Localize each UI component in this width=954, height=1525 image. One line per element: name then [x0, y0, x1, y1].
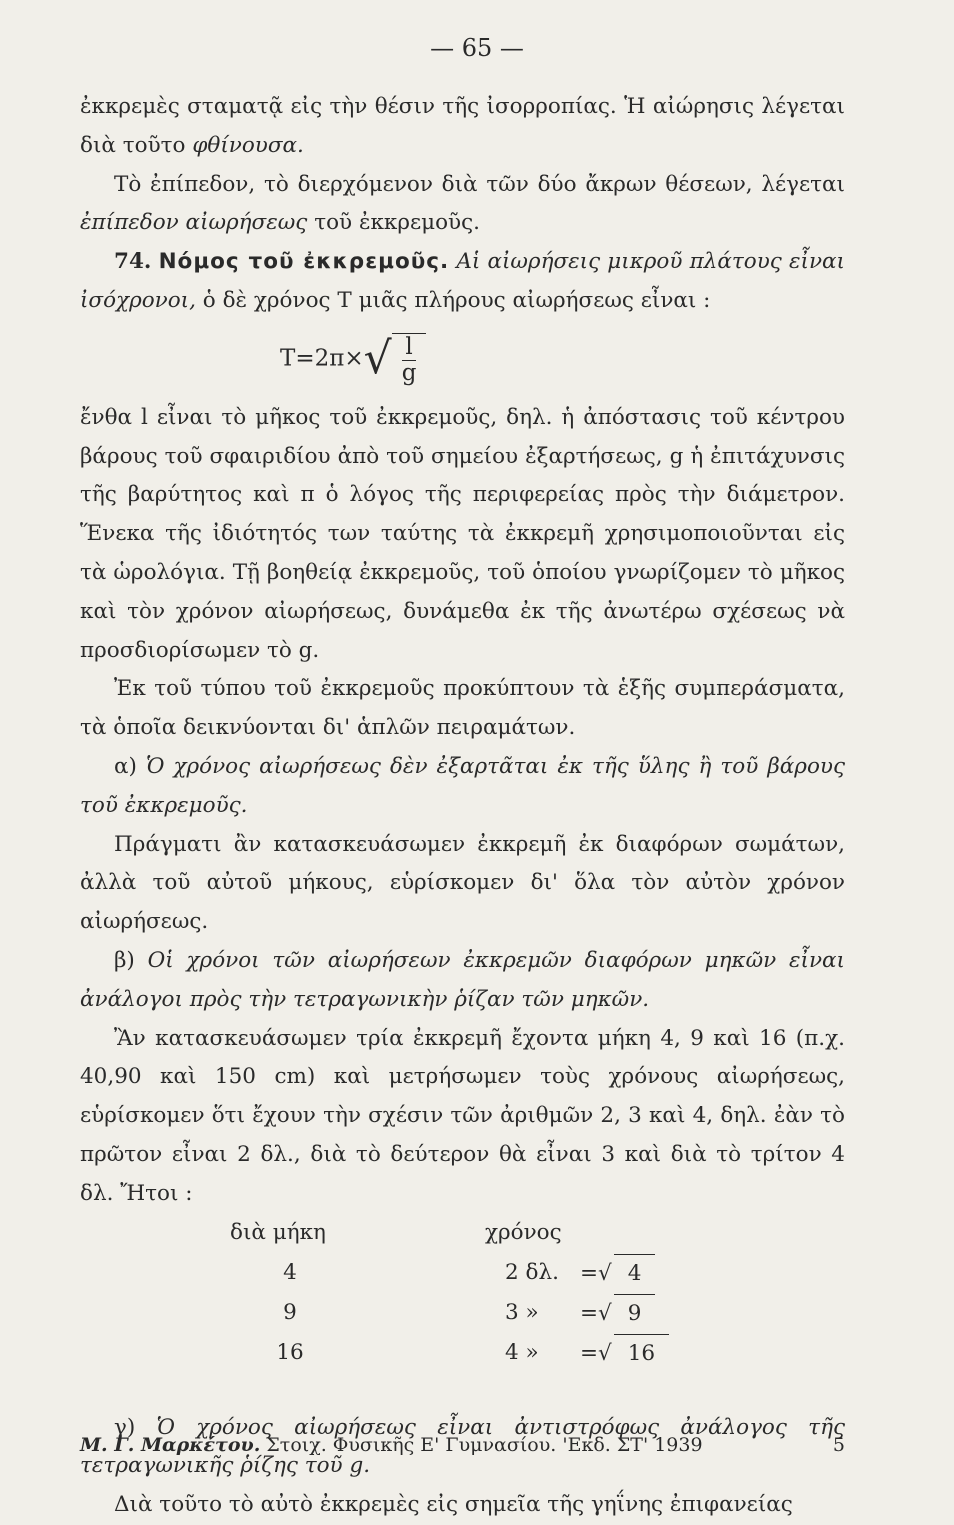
- length-time-table: [80, 1214, 845, 1409]
- radical-sign: √: [363, 332, 392, 384]
- signature-number: 5: [832, 1434, 845, 1456]
- page-body: [80, 88, 845, 1525]
- rule-b: [80, 942, 845, 1020]
- length-value: 9: [283, 1299, 297, 1325]
- italic-text: Αἱ αἰωρήσεις μικροῦ πλάτους εἶναι ἰσόχρονοι,: [80, 249, 845, 313]
- time-value: 3 »: [505, 1299, 539, 1325]
- section-title: Νόμος τοῦ ἐκκρεμοῦς.: [158, 249, 450, 275]
- text: τοῦ ἐκκρεμοῦς.: [314, 210, 480, 236]
- item-label: γ): [114, 1414, 136, 1440]
- paragraph: [80, 166, 845, 244]
- rule-a: [80, 748, 845, 826]
- paragraph: Πράγματι ἂν κατασκευάσωμεν ἐκκρεμῆ ἐκ διαφόρων σωμάτων, ἀλλὰ τοῦ αὐτοῦ μήκους, εὑρίσκομεν δι' ὅλα τὸν αὐτὸν χρόνον αἰωρήσεως.: [80, 831, 845, 935]
- italic-text: Οἱ χρόνοι τῶν αἰωρήσεων ἐκκρεμῶν διαφόρων μηκῶν εἶναι ἀνάλογοι πρὸς τὴν τετραγωνικὴν ῥίζαν τῶν μηκῶν.: [80, 947, 845, 1012]
- section-74: [80, 243, 845, 321]
- root-value: 4: [614, 1254, 656, 1294]
- equals-root: =√: [580, 1340, 612, 1366]
- text: Τὸ ἐπίπεδον, τὸ διερχόμενον διὰ τῶν δύο ἄκρων θέσεων, λέγεται: [114, 171, 845, 197]
- formula-fraction: [392, 333, 427, 385]
- italic-text: Ὁ χρόνος αἰωρήσεως δὲν ἐξαρτᾶται ἐκ τῆς ὕλης ἢ τοῦ βάρους τοῦ ἐκκρεμοῦς.: [80, 753, 845, 818]
- table-row: [80, 1334, 845, 1372]
- italic-term: φθίνουσα.: [192, 132, 304, 158]
- item-label: α): [114, 753, 137, 779]
- paragraph: Ἐκ τοῦ τύπου τοῦ ἐκκρεμοῦς προκύπτουν τὰ ἑξῆς συμπεράσματα, τὰ ὁποῖα δεικνύονται δι' ἁπλῶν πειραμάτων.: [80, 676, 845, 741]
- paragraph: ἔνθα l εἶναι τὸ μῆκος τοῦ ἐκκρεμοῦς, δηλ. ἡ ἀπόστασις τοῦ κέντρου βάρους τοῦ σφαιριδίου ἀπὸ τοῦ σημείου ἐξαρτήσεως, g ἡ ἐπιτάχυνσις τῆς βαρύτητος καὶ π ὁ λόγος τῆς περιφερείας πρὸς τὴν διάμετρον. Ἕνεκα τῆς ἰδιότητός των ταύτης τὰ ἐκκρεμῆ χρησιμοποιοῦνται εἰς τὰ ὡρολόγια. Τῇ βοηθείᾳ ἐκκρεμοῦς, τοῦ ὁποίου γνωρίζομεν τὸ μῆκος καὶ τὸν χρόνον αἰωρήσεως, δυνάμεθα ἐκ τῆς ἀνωτέρω σχέσεως νὰ προσδιορίσωμεν τὸ g.: [80, 404, 845, 663]
- formula-lhs: T=2π×: [280, 345, 364, 372]
- time-value: 4 »: [505, 1339, 539, 1365]
- length-value: 4: [283, 1259, 297, 1285]
- length-value: 16: [276, 1339, 304, 1365]
- text: ὁ δὲ χρόνος Τ μιᾶς πλήρους αἰωρήσεως εἶναι :: [202, 287, 711, 313]
- item-label: β): [114, 947, 135, 973]
- equals-root: =√: [580, 1300, 612, 1326]
- denominator: g: [401, 359, 417, 386]
- numerator: l: [402, 334, 417, 361]
- root-value: 9: [614, 1294, 656, 1334]
- time-value: 2 δλ.: [505, 1259, 559, 1285]
- table-row: [80, 1254, 845, 1292]
- section-number: 74.: [114, 249, 152, 275]
- paragraph: Διὰ τοῦτο τὸ αὐτὸ ἐκκρεμὲς εἰς σημεῖα τῆς γηΐνης ἐπιφανείας: [114, 1492, 793, 1518]
- pendulum-formula: [80, 321, 845, 399]
- root-value: 16: [614, 1334, 669, 1374]
- table-row: [80, 1294, 845, 1332]
- table-header-time: χρόνος: [485, 1219, 562, 1245]
- equals-root: =√: [580, 1260, 612, 1286]
- page-number: — 65 —: [430, 34, 524, 62]
- text: ἐκκρεμὲς σταματᾷ εἰς τὴν θέσιν τῆς ἰσορροπίας. Ἡ αἰώρησις λέγεται διὰ τοῦτο: [80, 94, 845, 158]
- table-header-length: διὰ μήκη: [230, 1219, 326, 1245]
- footer-text: Στοιχ. Φυσικῆς Ε' Γυμνασίου. 'Εκδ. ΣΤ' 1939: [266, 1434, 703, 1456]
- paragraph: [80, 88, 845, 166]
- paragraph: Ἂν κατασκευάσωμεν τρία ἐκκρεμῆ ἔχοντα μήκη 4, 9 καὶ 16 (π.χ. 40,90 καὶ 150 cm) καὶ μετρήσωμεν τοὺς χρόνους αἰωρήσεως, εὑρίσκομεν ὅτι ἔχουν τὴν σχέσιν τῶν ἀριθμῶν 2, 3 καὶ 4, δηλ. ἐὰν τὸ πρῶτον εἶναι 2 δλ., διὰ τὸ δεύτερον θὰ εἶναι 3 καὶ διὰ τὸ τρίτον 4 δλ. Ἤτοι :: [80, 1025, 845, 1206]
- italic-term: ἐπίπεδον αἰωρήσεως: [80, 210, 308, 236]
- page-footer: [80, 1434, 845, 1456]
- italic-text: Ὁ χρόνος αἰωρήσεως εἶναι ἀντιστρόφως ἀνάλογος τῆς τετραγωνικῆς ῥίζης τοῦ g.: [80, 1414, 845, 1479]
- footer-author: Μ. Γ. Μαρκέτου.: [80, 1434, 261, 1456]
